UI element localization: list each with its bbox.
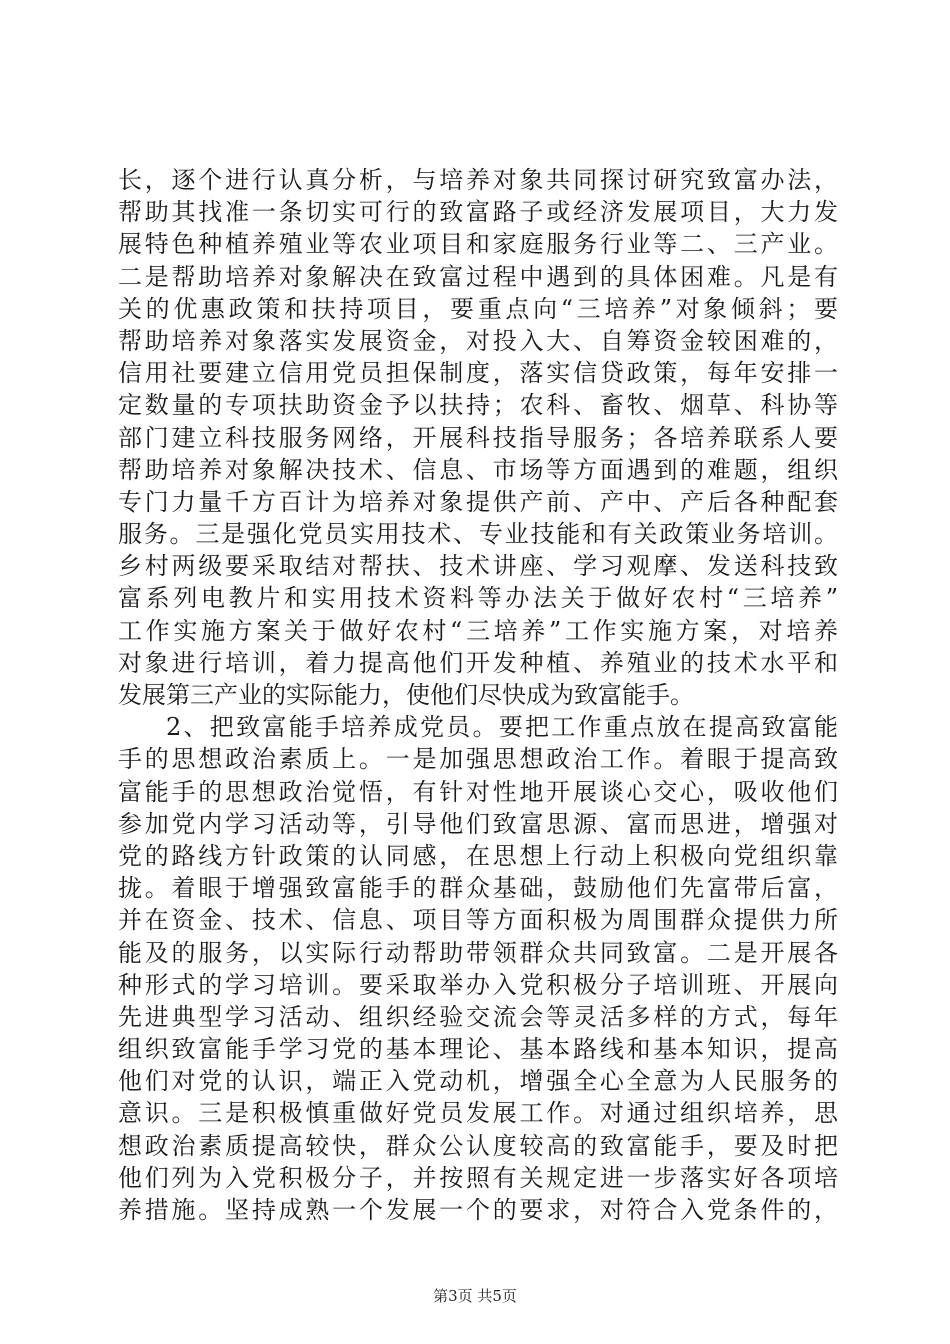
text-line: 信用社要建立信用党员担保制度，落实信贷政策，每年安排一 (118, 359, 838, 388)
text-line: 党的路线方针政策的认同感，在思想上行动上积极向党组织靠 (118, 841, 838, 870)
text-line: 帮助培养对象解决技术、信息、市场等方面遇到的难题，组织 (118, 455, 838, 484)
text-line: 帮助其找准一条切实可行的致富路子或经济发展项目，大力发 (118, 198, 838, 227)
text-line: 工作实施方案关于做好农村“三培养”工作实施方案，对培养 (118, 616, 838, 645)
text-line: 展特色种植养殖业等农业项目和家庭服务行业等二、三产业。 (118, 230, 838, 259)
text-line: 他们列为入党积极分子，并按照有关规定进一步落实好各项培 (118, 1163, 838, 1192)
text-line: 他们对党的认识，端正入党动机，增强全心全意为人民服务的 (118, 1067, 838, 1096)
text-line: 能及的服务，以实际行动帮助带领群众共同致富。二是开展各 (118, 938, 838, 967)
text-line: 组织致富能手学习党的基本理论、基本路线和基本知识，提高 (118, 1035, 838, 1064)
text-line: 服务。三是强化党员实用技术、专业技能和有关政策业务培训。 (118, 520, 838, 549)
text-line: 富能手的思想政治觉悟，有针对性地开展谈心交心，吸收他们 (118, 777, 838, 806)
text-line: 长，逐个进行认真分析，与培养对象共同探讨研究致富办法， (118, 166, 838, 194)
text-line: 参加党内学习活动等，引导他们致富思源、富而思进，增强对 (118, 809, 838, 838)
text-line: 种形式的学习培训。要采取举办入党积极分子培训班、开展向 (118, 970, 838, 999)
text-line: 养措施。坚持成熟一个发展一个的要求，对符合入党条件的， (118, 1196, 838, 1224)
paragraph-start-line: 2、把致富能手培养成党员。要把工作重点放在提高致富能 (166, 713, 838, 742)
text-line: 先进典型学习活动、组织经验交流会等灵活多样的方式，每年 (118, 1002, 838, 1031)
page-number-footer: 第3页 共5页 (433, 1287, 517, 1305)
text-line: 并在资金、技术、信息、项目等方面积极为周围群众提供力所 (118, 906, 838, 935)
text-line: 对象进行培训，着力提高他们开发种植、养殖业的技术水平和 (118, 648, 838, 677)
text-line: 定数量的专项扶助资金予以扶持；农科、畜牧、烟草、科协等 (118, 391, 838, 420)
text-line: 关的优惠政策和扶持项目，要重点向“三培养”对象倾斜；要 (118, 294, 838, 323)
document-body (118, 164, 838, 1226)
text-line: 富系列电教片和实用技术资料等办法关于做好农村“三培养” (118, 584, 838, 613)
text-line: 想政治素质提高较快，群众公认度较高的致富能手，要及时把 (118, 1131, 838, 1160)
text-line: 二是帮助培养对象解决在致富过程中遇到的具体困难。凡是有 (118, 262, 838, 291)
paragraph-end-line: 发展第三产业的实际能力，使他们尽快成为致富能手。 (118, 681, 694, 709)
text-line: 乡村两级要采取结对帮扶、技术讲座、学习观摩、发送科技致 (118, 552, 838, 581)
text-line: 手的思想政治素质上。一是加强思想政治工作。着眼于提高致 (118, 745, 838, 774)
text-line: 意识。三是积极慎重做好党员发展工作。对通过组织培养，思 (118, 1099, 838, 1128)
text-line: 帮助培养对象落实发展资金，对投入大、自筹资金较困难的， (118, 326, 838, 355)
text-line: 部门建立科技服务网络，开展科技指导服务；各培养联系人要 (118, 423, 838, 452)
text-line: 专门力量千方百计为培养对象提供产前、产中、产后各种配套 (118, 487, 838, 516)
text-line: 拢。着眼于增强致富能手的群众基础，鼓励他们先富带后富， (118, 874, 838, 903)
